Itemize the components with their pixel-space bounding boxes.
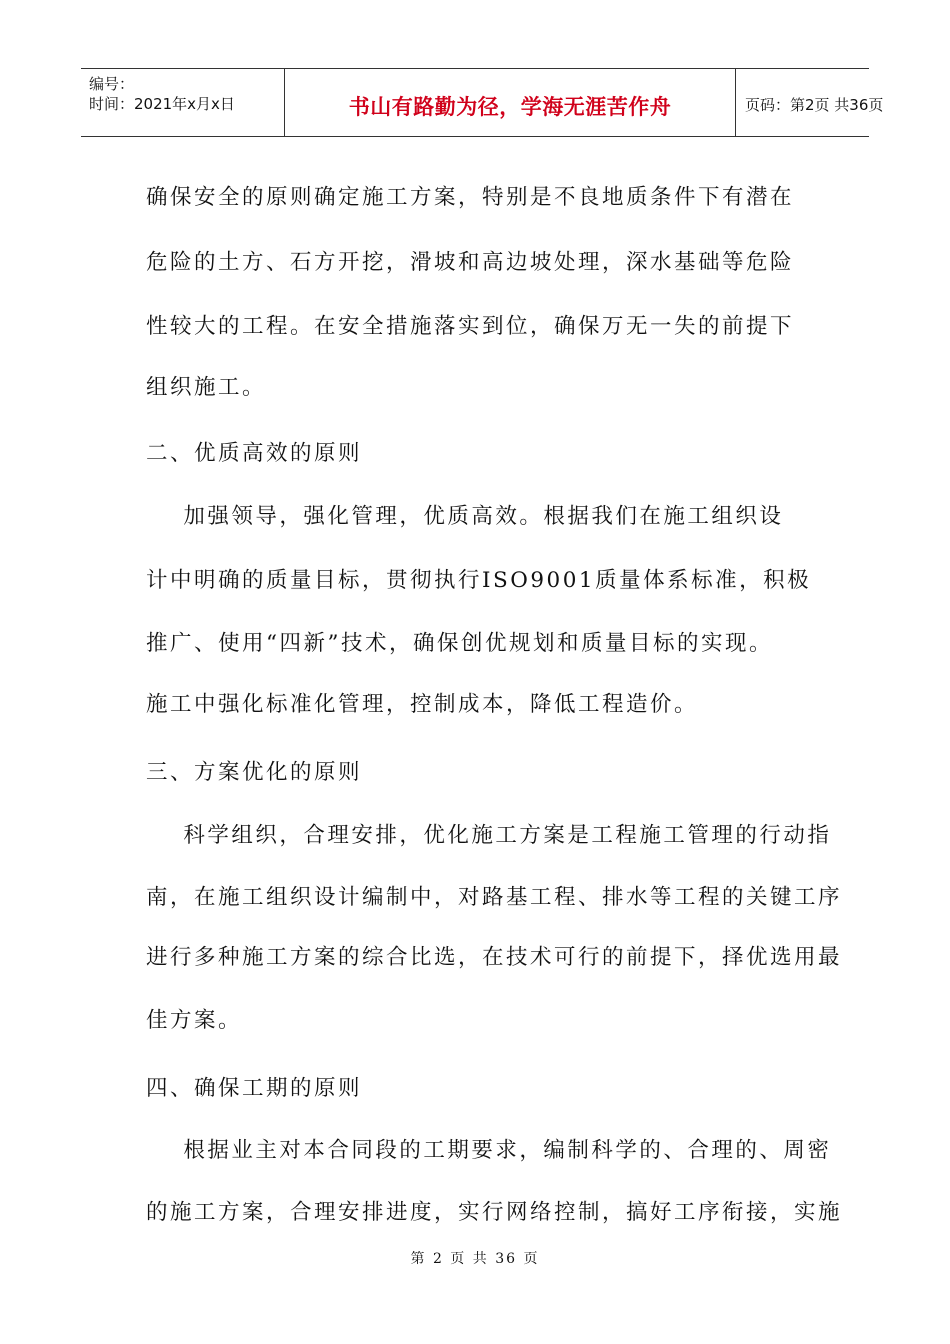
header-page-info: 页码：第2页 共36页 [745,96,884,114]
body-line: 南，在施工组织设计编制中，对路基工程、排水等工程的关键工序 [146,885,843,910]
body-line: 计中明确的质量目标，贯彻执行ISO9001质量体系标准，积极 [146,568,812,593]
header-meta-cell [81,69,284,136]
body-line: 根据业主对本合同段的工期要求，编制科学的、合理的、周密 [146,1138,832,1163]
section-heading: 三、方案优化的原则 [146,760,363,785]
header-motto: 书山有路勤为径，学海无涯苦作舟 [348,95,672,119]
document-number-label: 编号： [89,75,135,93]
document-time-label: 时间：2021年x月x日 [89,95,235,113]
header-page-cell [735,69,884,136]
body-line: 进行多种施工方案的综合比选，在技术可行的前提下，择优选用最 [146,945,843,970]
body-line: 危险的土方、石方开挖，滑坡和高边坡处理，深水基础等危险 [146,250,795,275]
body-line: 施工中强化标准化管理，控制成本，降低工程造价。 [146,692,699,717]
section-heading: 二、优质高效的原则 [146,441,363,466]
document-header [81,68,884,137]
section-heading: 四、确保工期的原则 [146,1076,363,1101]
header-motto-cell [284,69,736,136]
body-line: 确保安全的原则确定施工方案，特别是不良地质条件下有潜在 [146,185,795,210]
body-line: 佳方案。 [146,1008,243,1033]
body-line: 加强领导，强化管理，优质高效。根据我们在施工组织设 [146,504,784,529]
body-line: 推广、使用“四新”技术，确保创优规划和质量目标的实现。 [146,631,773,656]
body-line: 性较大的工程。在安全措施落实到位，确保万无一失的前提下 [146,314,795,339]
page-footer: 第 2 页 共 36 页 [410,1251,540,1267]
body-line: 的施工方案，合理安排进度，实行网络控制，搞好工序衔接，实施 [146,1200,843,1225]
body-line: 组织施工。 [146,375,267,400]
body-line: 科学组织，合理安排，优化施工方案是工程施工管理的行动指 [146,823,832,848]
